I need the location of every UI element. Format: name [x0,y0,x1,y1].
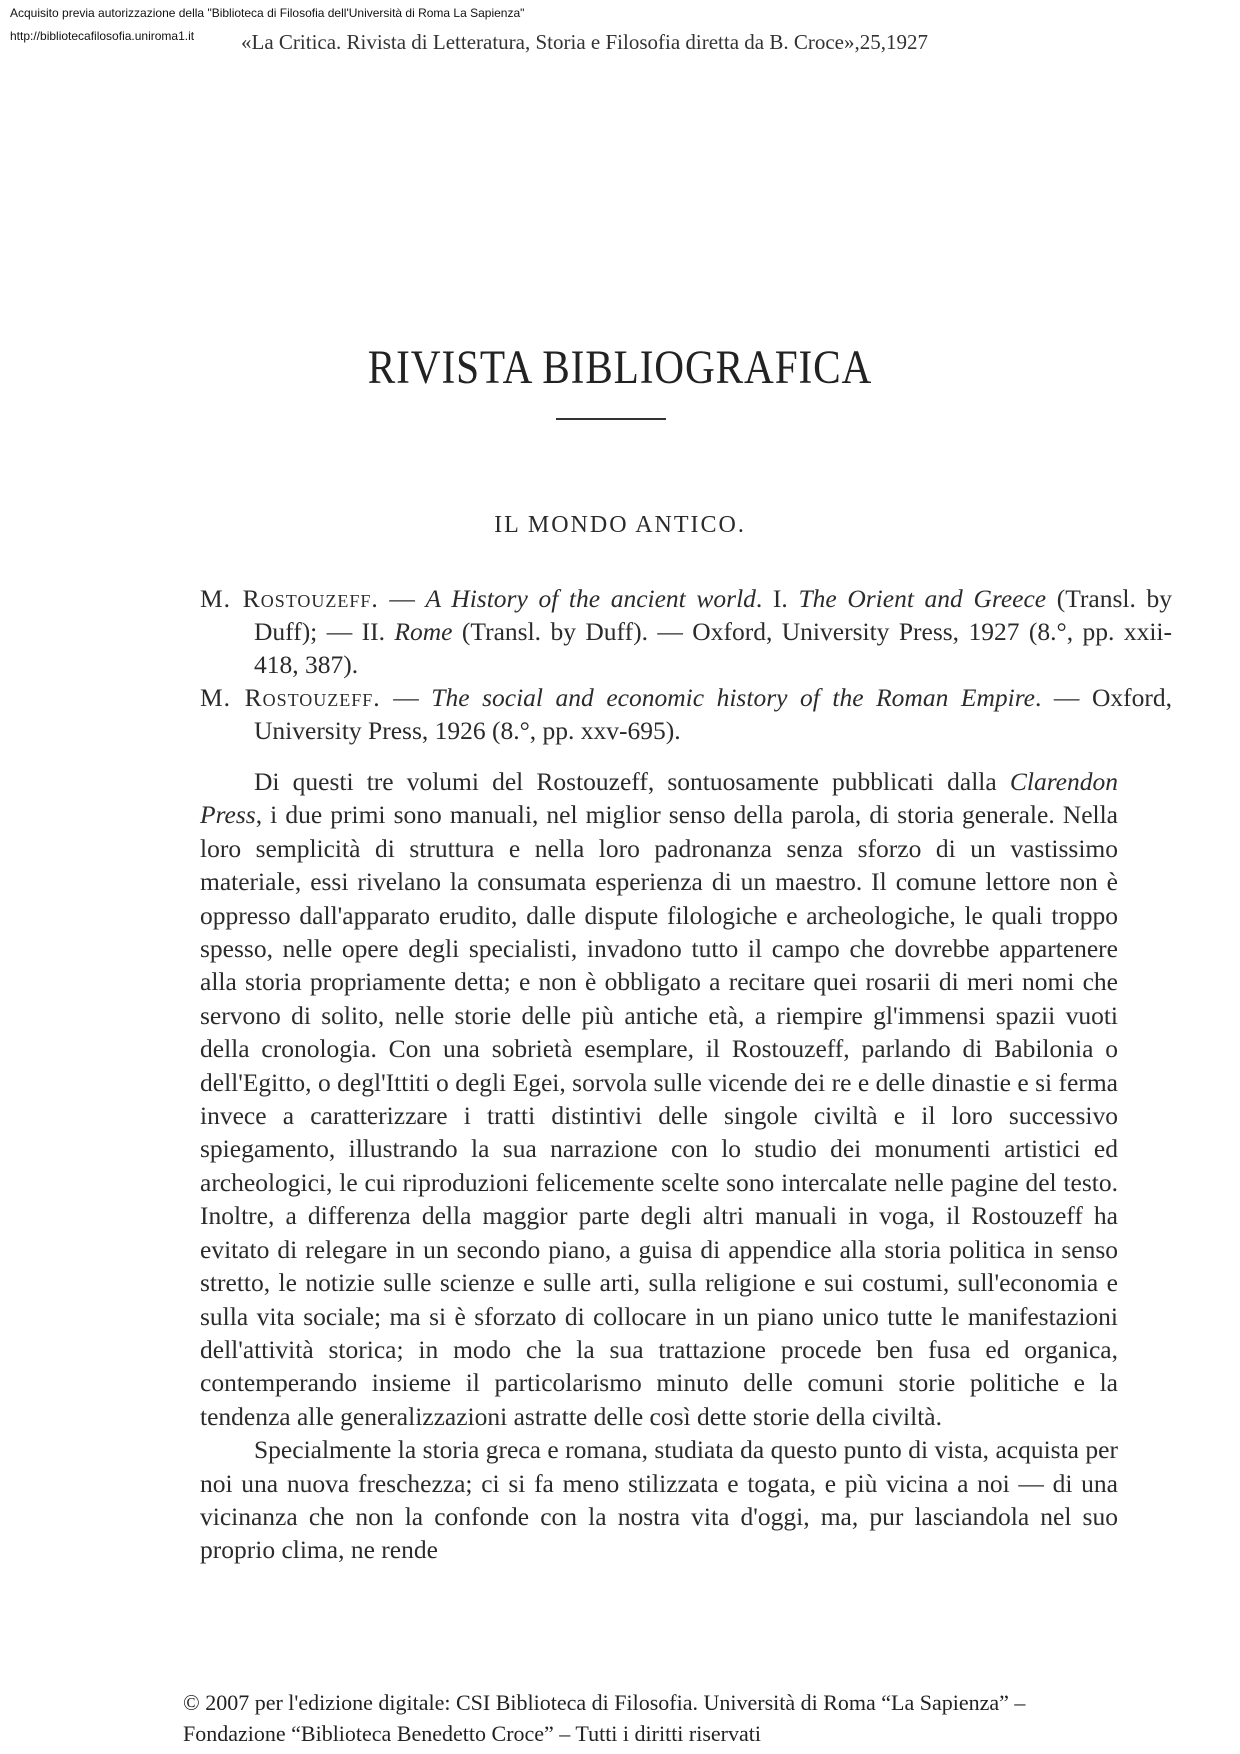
acquisition-watermark: Acquisito previa autorizzazione della "Biblioteca di Filosofia dell'Università di Roma La Sapienza" [10,6,525,20]
paragraph-text: Di questi tre volumi del Rostouzeff, sontuosamente pubblicati dalla [254,767,1010,796]
reference-title: The social and economic history of the Roman Empire [431,683,1035,712]
section-title: RIVISTA BIBLIOGRAFICA [367,341,873,394]
journal-source-line: «La Critica. Rivista di Letteratura, Storia e Filosofia diretta da B. Croce»,25,1927 [241,30,928,54]
paragraph-text: , i due primi sono manuali, nel miglior senso della parola, di storia generale. Nella loro semplicità di struttura e nella loro padronanza senza sforzo di un vastissimo materiale, essi rivelano la consumata esperienza di un maestro. Il comune lettore non è oppresso dall'apparato erudito, dalle dispute filologiche e archeologiche, le quali troppo spesso, nelle opere degli specialisti, invadono tutto il campo che dovrebbe appartenere alla storia propriamente detta; e non è obbligato a recitare quei rosarii di meri nomi che servono di solito, nelle storie delle più antiche età, a riempire gl'immensi spazii vuoti della cronologia. Con una sobrietà esemplare, il Rostouzeff, parlando di Babilonia o dell'Egitto, o degl'Ittiti o degli Egei, sorvola sulle vicende dei re e delle dinastie e si ferma invece a caratterizzare i tratti distintivi delle singole civiltà e il loro successivo spiegamento, illustrando la sua narrazione con lo studio dei monumenti artistici ed archeologici, le cui riproduzioni felicemente scelte sono intercalate nelle pagine del testo. Inoltre, a differenza della maggior parte degli altri manuali in voga, il Rostouzeff ha evitato di relegare in un secondo piano, a guisa di appendice alla storia politica in senso stretto, le notizie sulle scienze e sulle arti, sulla religione e sui costumi, sull'economia e sulla vita sociale; ma si è sforzato di collocare in un piano unico tutte le manifestazioni dell'attività storica; in modo che la sua trattazione procede ben fusa ed organica, contemperando insieme il particolarismo minuto delle comuni storie politiche e la tendenza alle generalizzazioni astratte delle così dette storie della civiltà. [200,800,1118,1431]
bibliography-entry [200,681,1172,747]
subsection-title: IL MONDO ANTICO. [494,512,746,538]
reference-volume-marker: . I. [755,584,799,613]
bibliography-entry [200,582,1172,681]
reference-volume-title: Rome [394,617,453,646]
publisher-name: Clarendon Press [200,767,1118,830]
reference-volume-title: The Orient and Greece [798,584,1047,613]
review-body [200,765,1118,1567]
reference-translation-note: (Transl. by Duff); — II. [254,584,1172,646]
reference-author: M. Rostouzeff. [200,584,379,613]
rights-footer: Fondazione “Biblioteca Benedetto Croce” – Tutti i diritti riservati [183,1721,761,1746]
reference-separator: — [380,683,432,712]
body-paragraph [200,765,1118,1433]
reference-publication: (Transl. by Duff). — Oxford, University Press, 1927 (8.°, pp. xxii-418, 387). [254,617,1172,679]
reference-author: M. Rostouzeff. [200,683,381,712]
title-divider [556,418,666,420]
copyright-footer: © 2007 per l'edizione digitale: CSI Biblioteca di Filosofia. Università di Roma “La Sapienza” – [183,1690,1026,1715]
library-url-link[interactable]: http://bibliotecafilosofia.uniroma1.it [10,29,195,43]
body-paragraph: Specialmente la storia greca e romana, studiata da questo punto di vista, acquista per noi una nuova freschezza; ci si fa meno stilizzata e togata, e più vicina a noi — di una vicinanza che non la confonde con la nostra vita d'oggi, ma, pur lasciandola nel suo proprio clima, ne rende [200,1435,1118,1565]
reference-publication: . — Oxford, University Press, 1926 (8.°, pp. xxv-695). [254,683,1172,745]
reference-separator: — [378,584,426,613]
reference-title: A History of the ancient world [425,584,756,613]
